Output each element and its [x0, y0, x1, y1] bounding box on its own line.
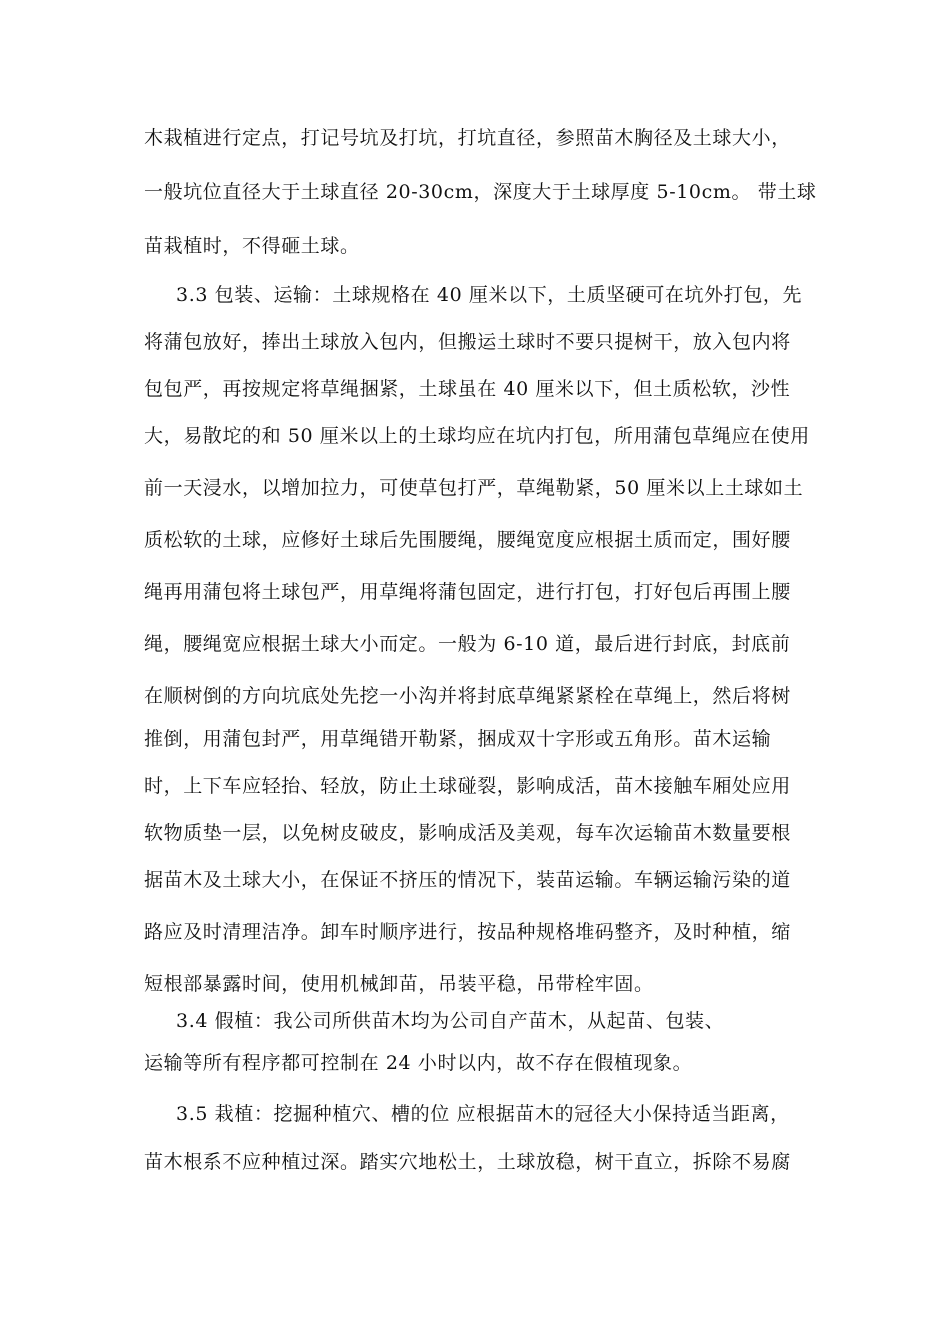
text-line-17: 路应及时清理洁净。卸车时顺序进行，按品种规格堆码整齐，及时种植，缩: [144, 921, 791, 943]
text-line-14: 时，上下车应轻抬、轻放，防止土球碰裂，影响成活，苗木接触车厢处应用: [144, 775, 791, 797]
text-line-5: 将蒲包放好，捧出土球放入包内，但搬运土球时不要只提树干，放入包内将: [144, 331, 791, 353]
text-line-20: 运输等所有程序都可控制在 24 小时以内，故不存在假植现象。: [144, 1052, 693, 1074]
text-line-3: 苗栽植时，不得砸土球。: [144, 235, 360, 257]
text-line-18: 短根部暴露时间，使用机械卸苗，吊装平稳，吊带栓牢固。: [144, 973, 654, 995]
section-3-3-first-line: 3.3 包装、运输：土球规格在 40 厘米以下，土质坚硬可在坑外打包，先: [176, 284, 803, 306]
text-line-22: 苗木根系不应种植过深。踏实穴地松土，土球放稳，树干直立，拆除不易腐: [144, 1151, 791, 1173]
section-3-5-first-line: 3.5 栽植：挖掘种植穴、槽的位 应根据苗木的冠径大小保持适当距离，: [176, 1103, 790, 1125]
text-line-7: 大，易散坨的和 50 厘米以上的土球均应在坑内打包，所用蒲包草绳应在使用: [144, 425, 810, 447]
text-line-16: 据苗木及土球大小，在保证不挤压的情况下，装苗运输。车辆运输污染的道: [144, 869, 791, 891]
text-line-13: 推倒，用蒲包封严，用草绳错开勒紧，捆成双十字形或五角形。苗木运输: [144, 728, 772, 750]
text-line-1: 木栽植进行定点，打记号坑及打坑，打坑直径，参照苗木胸径及土球大小，: [144, 127, 791, 149]
text-line-2: 一般坑位直径大于土球直径 20-30cm，深度大于土球厚度 5-10cm。 带土球: [144, 181, 817, 203]
text-line-8: 前一天浸水，以增加拉力，可使草包打严，草绳勒紧，50 厘米以上土球如土: [144, 477, 804, 499]
text-line-9: 质松软的土球，应修好土球后先围腰绳，腰绳宽度应根据土质而定，围好腰: [144, 529, 791, 551]
text-line-12: 在顺树倒的方向坑底处先挖一小沟并将封底草绳紧紧栓在草绳上，然后将树: [144, 685, 791, 707]
text-line-15: 软物质垫一层，以免树皮破皮，影响成活及美观，每车次运输苗木数量要根: [144, 822, 791, 844]
section-3-4-first-line: 3.4 假植：我公司所供苗木均为公司自产苗木，从起苗、包装、: [176, 1010, 725, 1032]
text-line-11: 绳，腰绳宽应根据土球大小而定。一般为 6-10 道，最后进行封底，封底前: [144, 633, 791, 655]
text-line-10: 绳再用蒲包将土球包严，用草绳将蒲包固定，进行打包，打好包后再围上腰: [144, 581, 791, 603]
text-line-6: 包包严，再按规定将草绳捆紧，土球虽在 40 厘米以下，但土质松软，沙性: [144, 378, 791, 400]
